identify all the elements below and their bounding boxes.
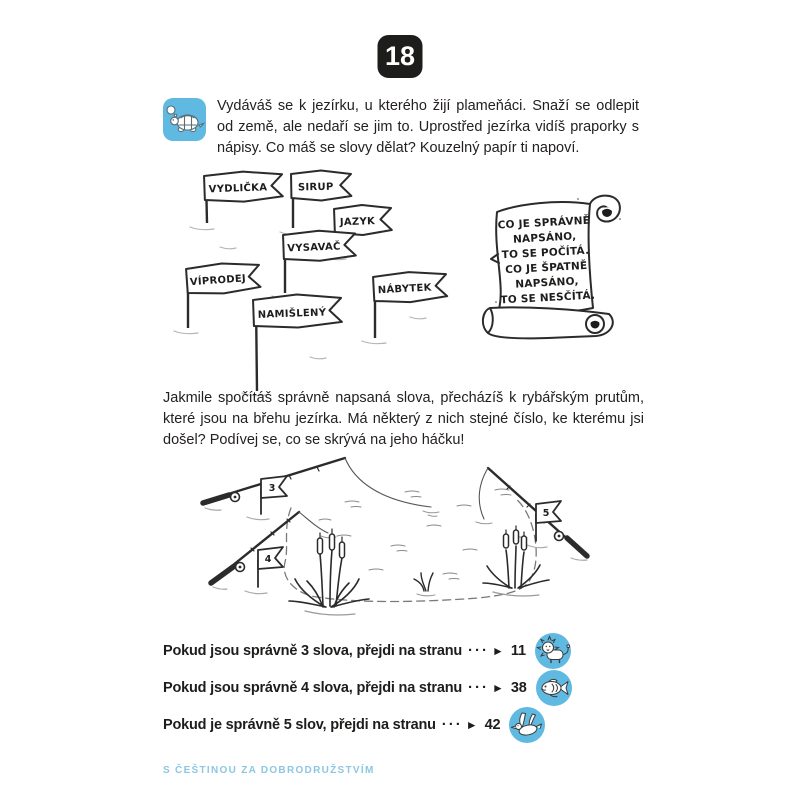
flag-label: NÁBYTEK (377, 282, 432, 297)
flags-illustration (160, 165, 470, 397)
choice-row-page-38 (163, 669, 572, 706)
choice-row-page-42 (163, 706, 572, 743)
choice-row-page-11 (163, 632, 572, 669)
scroll-line: TO SE POČÍTÁ. (501, 244, 590, 262)
intro-text: Vydáváš se k jezírku, u kterého žijí plameňáci. Snaží se odlepit od země, ale nedaří se jim to. Uprostřed jezírka vidíš praporky s nápisy. Co máš se slovy dělat? Kouzelný papír ti napoví. (217, 98, 639, 156)
flag-label: VYSAVAČ (287, 241, 341, 255)
bird-icon (509, 707, 545, 743)
water-marks (319, 489, 527, 579)
scroll-line: TO SE NESČÍTÁ. (500, 289, 596, 307)
choice-page-number: 42 (484, 716, 501, 733)
intro-paragraph (163, 96, 639, 159)
page-number-badge: 18 (378, 35, 423, 78)
arrow-icon: ► (492, 643, 504, 658)
grass-tuft (414, 573, 435, 596)
choice-text: Pokud jsou správně 4 slova, přejdi na stranu (163, 679, 463, 696)
flag-viprodej (186, 261, 261, 328)
choice-dots: ··· (468, 679, 490, 696)
scroll-line: NAPSÁNO, (515, 275, 580, 291)
cattails-right (483, 526, 549, 596)
fishing-rod-3 (203, 458, 439, 520)
arrow-icon: ► (465, 717, 478, 732)
choice-page-number: 38 (510, 679, 527, 696)
choice-text: Pokud jsou správně 3 slova, přejdi na stranu (163, 642, 463, 659)
task-text: Jakmile spočítáš správně napsaná slova, přecházíš k rybářským prutům, které jsou na břehu jezírka. Má některý z nich stejné číslo, ke kterému jsi došel? Podívej se, co se skrývá na jeho háčku! (163, 390, 644, 448)
lion-icon (535, 633, 571, 669)
magic-scroll (478, 188, 633, 353)
rod-flag-number: 3 (268, 483, 276, 494)
flag-label: SIRUP (297, 181, 334, 194)
scroll-line: CO JE SPRÁVNĚ (497, 214, 591, 232)
choice-dots: ··· (468, 642, 490, 659)
flag-vysavac (283, 229, 356, 293)
fish-icon (536, 670, 572, 706)
rod-flag-number: 5 (542, 508, 550, 519)
choices-list (163, 632, 572, 743)
choice-text: Pokud je správně 5 slov, přejdi na stranu (163, 716, 436, 733)
choice-page-number: 11 (510, 642, 526, 659)
book-footer: S ČEŠTINOU ZA DOBRODRUŽSTVÍM (163, 765, 375, 776)
pond-illustration (195, 450, 615, 625)
task-paragraph (163, 388, 644, 451)
scroll-line: CO JE ŠPATNĚ (504, 259, 588, 277)
flag-namisleny (253, 293, 342, 391)
fishing-rod-5 (476, 468, 587, 560)
turtle-icon (163, 98, 206, 148)
flag-vydlicka (204, 170, 283, 223)
rod-flag-number: 4 (264, 554, 272, 565)
arrow-icon: ► (492, 680, 504, 695)
choice-dots: ··· (441, 716, 463, 733)
flag-label: NAMIŠLENÝ (257, 307, 327, 321)
scroll-line: NAPSÁNO, (512, 230, 577, 246)
flag-label: VYDLIČKA (208, 182, 268, 196)
flag-label: VÍPRODEJ (189, 273, 247, 289)
flag-label: JAZYK (339, 216, 376, 229)
cattails-left (289, 529, 369, 615)
flag-nabytek (373, 270, 447, 338)
